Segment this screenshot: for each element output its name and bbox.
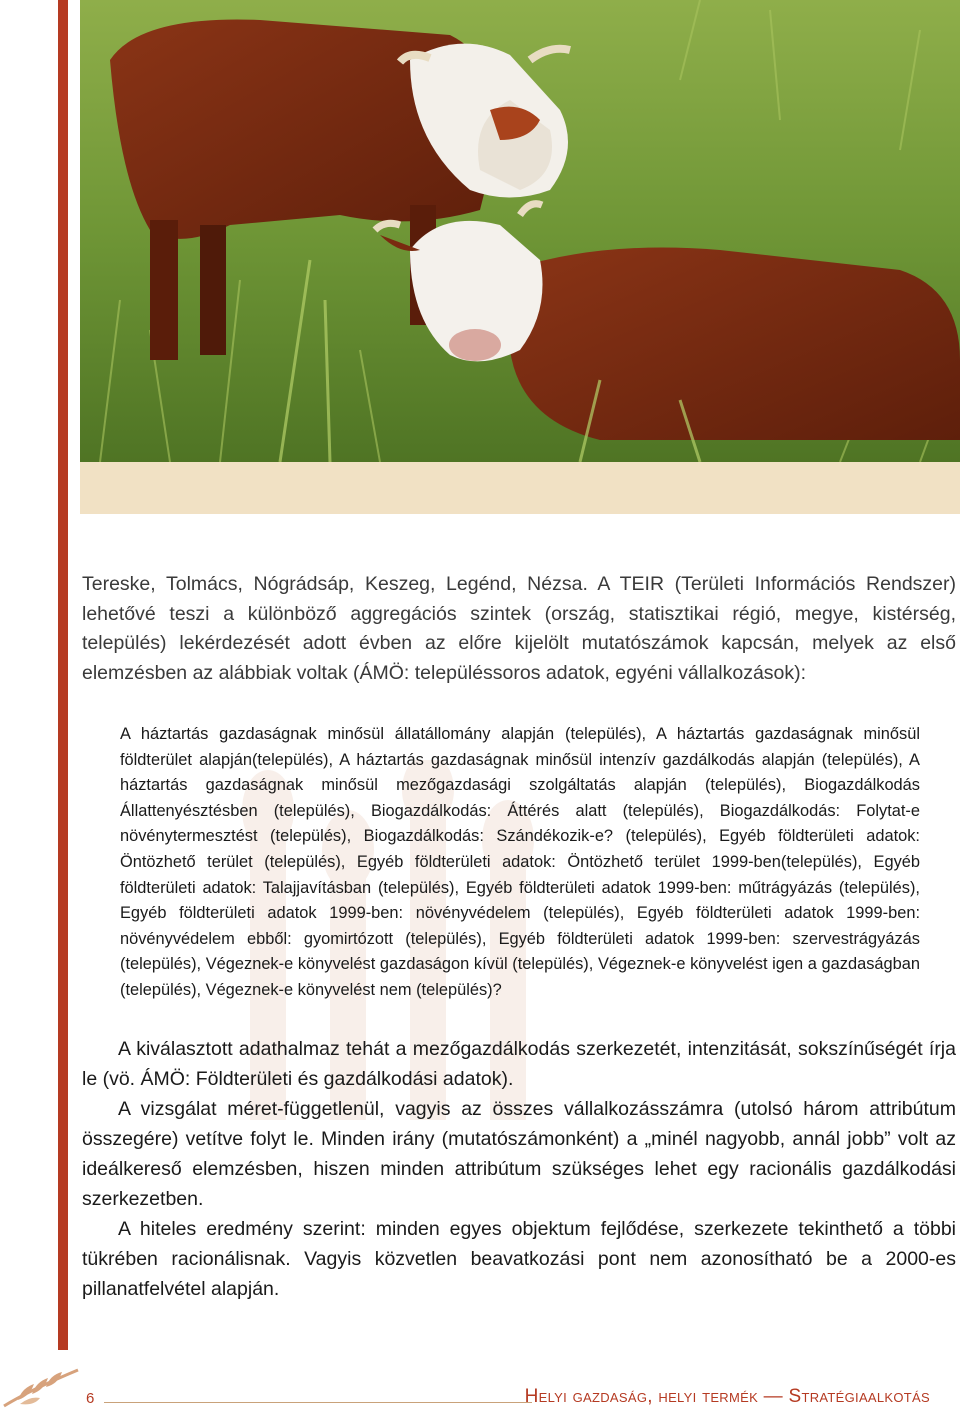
left-accent-bar (58, 0, 68, 1350)
page-number: 6 (86, 1390, 95, 1407)
body-paragraph: A hiteles eredmény szerint: minden egyes objektum fejlődése, szerkezete tekinthető a többi tükrében racionálisnak. Vagyis közvetlen beavatkozási pont nem azonosítható be a 2000-es pillanatfelvétel alapján. (82, 1217, 956, 1300)
intro-paragraph: Tereske, Tolmács, Nógrádsáp, Keszeg, Legénd, Nézsa. A TEIR (Területi Információs Rendszer) lehetővé teszi a különböző aggregációs szintek (ország, statisztikai régió, megye, kistérség, település) lekérdezését adott évben az előre kijelölt mutatószámok kapcsán, melyek az első elemzésben az alábbiak voltak (ÁMÖ: településsoros adatok, egyéni vállalkozások): (82, 573, 956, 684)
body-paragraph: A kiválasztott adathalmaz tehát a mezőgazdálkodás szerkezetét, intenzitását, sokszínűségét írja le (vö. ÁMÖ: Földterületi és gazdálkodási adatok). (82, 1037, 956, 1090)
photo-caption-strip (80, 462, 960, 514)
main-text (82, 570, 956, 1304)
running-footer-title: Helyi gazdaság, helyi termék — Stratégiaalkotás (524, 1386, 930, 1407)
wheat-logo-icon (0, 1360, 80, 1414)
footer-divider (104, 1402, 532, 1403)
cattle-photo (80, 0, 960, 462)
body-paragraph: A vizsgálat méret-függetlenül, vagyis az összes vállalkozásszámra (utolsó három attribútum összegére) vetítve folyt le. Minden irány (mutatószámonként) a „minél nagyobb, annál jobb” volt az ideálkereső elemzésben, hiszen minden attribútum szükséges lehet egy racionális gazdálkodási szerkezetben. (82, 1097, 956, 1210)
indicator-list: A háztartás gazdaságnak minősül állatállomány alapján (település), A háztartás gazdaságnak minősül földterület alapján(település), A háztartás gazdaságnak minősül intenzív gazdálkodás alapján (település), A háztartás gazdaságnak minősül mezőgazdasági szolgáltatás alapján (település), Biogazdálkodás Állattenyésztésben (település), Biogazdálkodás: Áttérés alatt (település), Biogazdálkodás: Folytat-e növénytermesztést (település), Biogazdálkodás: Szándékozik-e? (település), Egyéb földterületi adatok: Öntözhető terület (település), Egyéb földterületi adatok: Öntözhető terület 1999-ben(település), Egyéb földterületi adatok: Talajjavításban (település), Egyéb földterületi adatok 1999-ben: műtrágyázás (település), Egyéb földterületi adatok 1999-ben: növényvédelem (település), Egyéb földterületi adatok 1999-ben: növényvédelem ebből: gyomirtózott (település), Egyéb földterületi adatok 1999-ben: szervestrágyázás (település), Végeznek-e könyvelést gazdaságon kívül (település), Végeznek-e könyvelést igen a gazdaságban (település), Végeznek-e könyvelést nem (település)? (120, 725, 920, 999)
